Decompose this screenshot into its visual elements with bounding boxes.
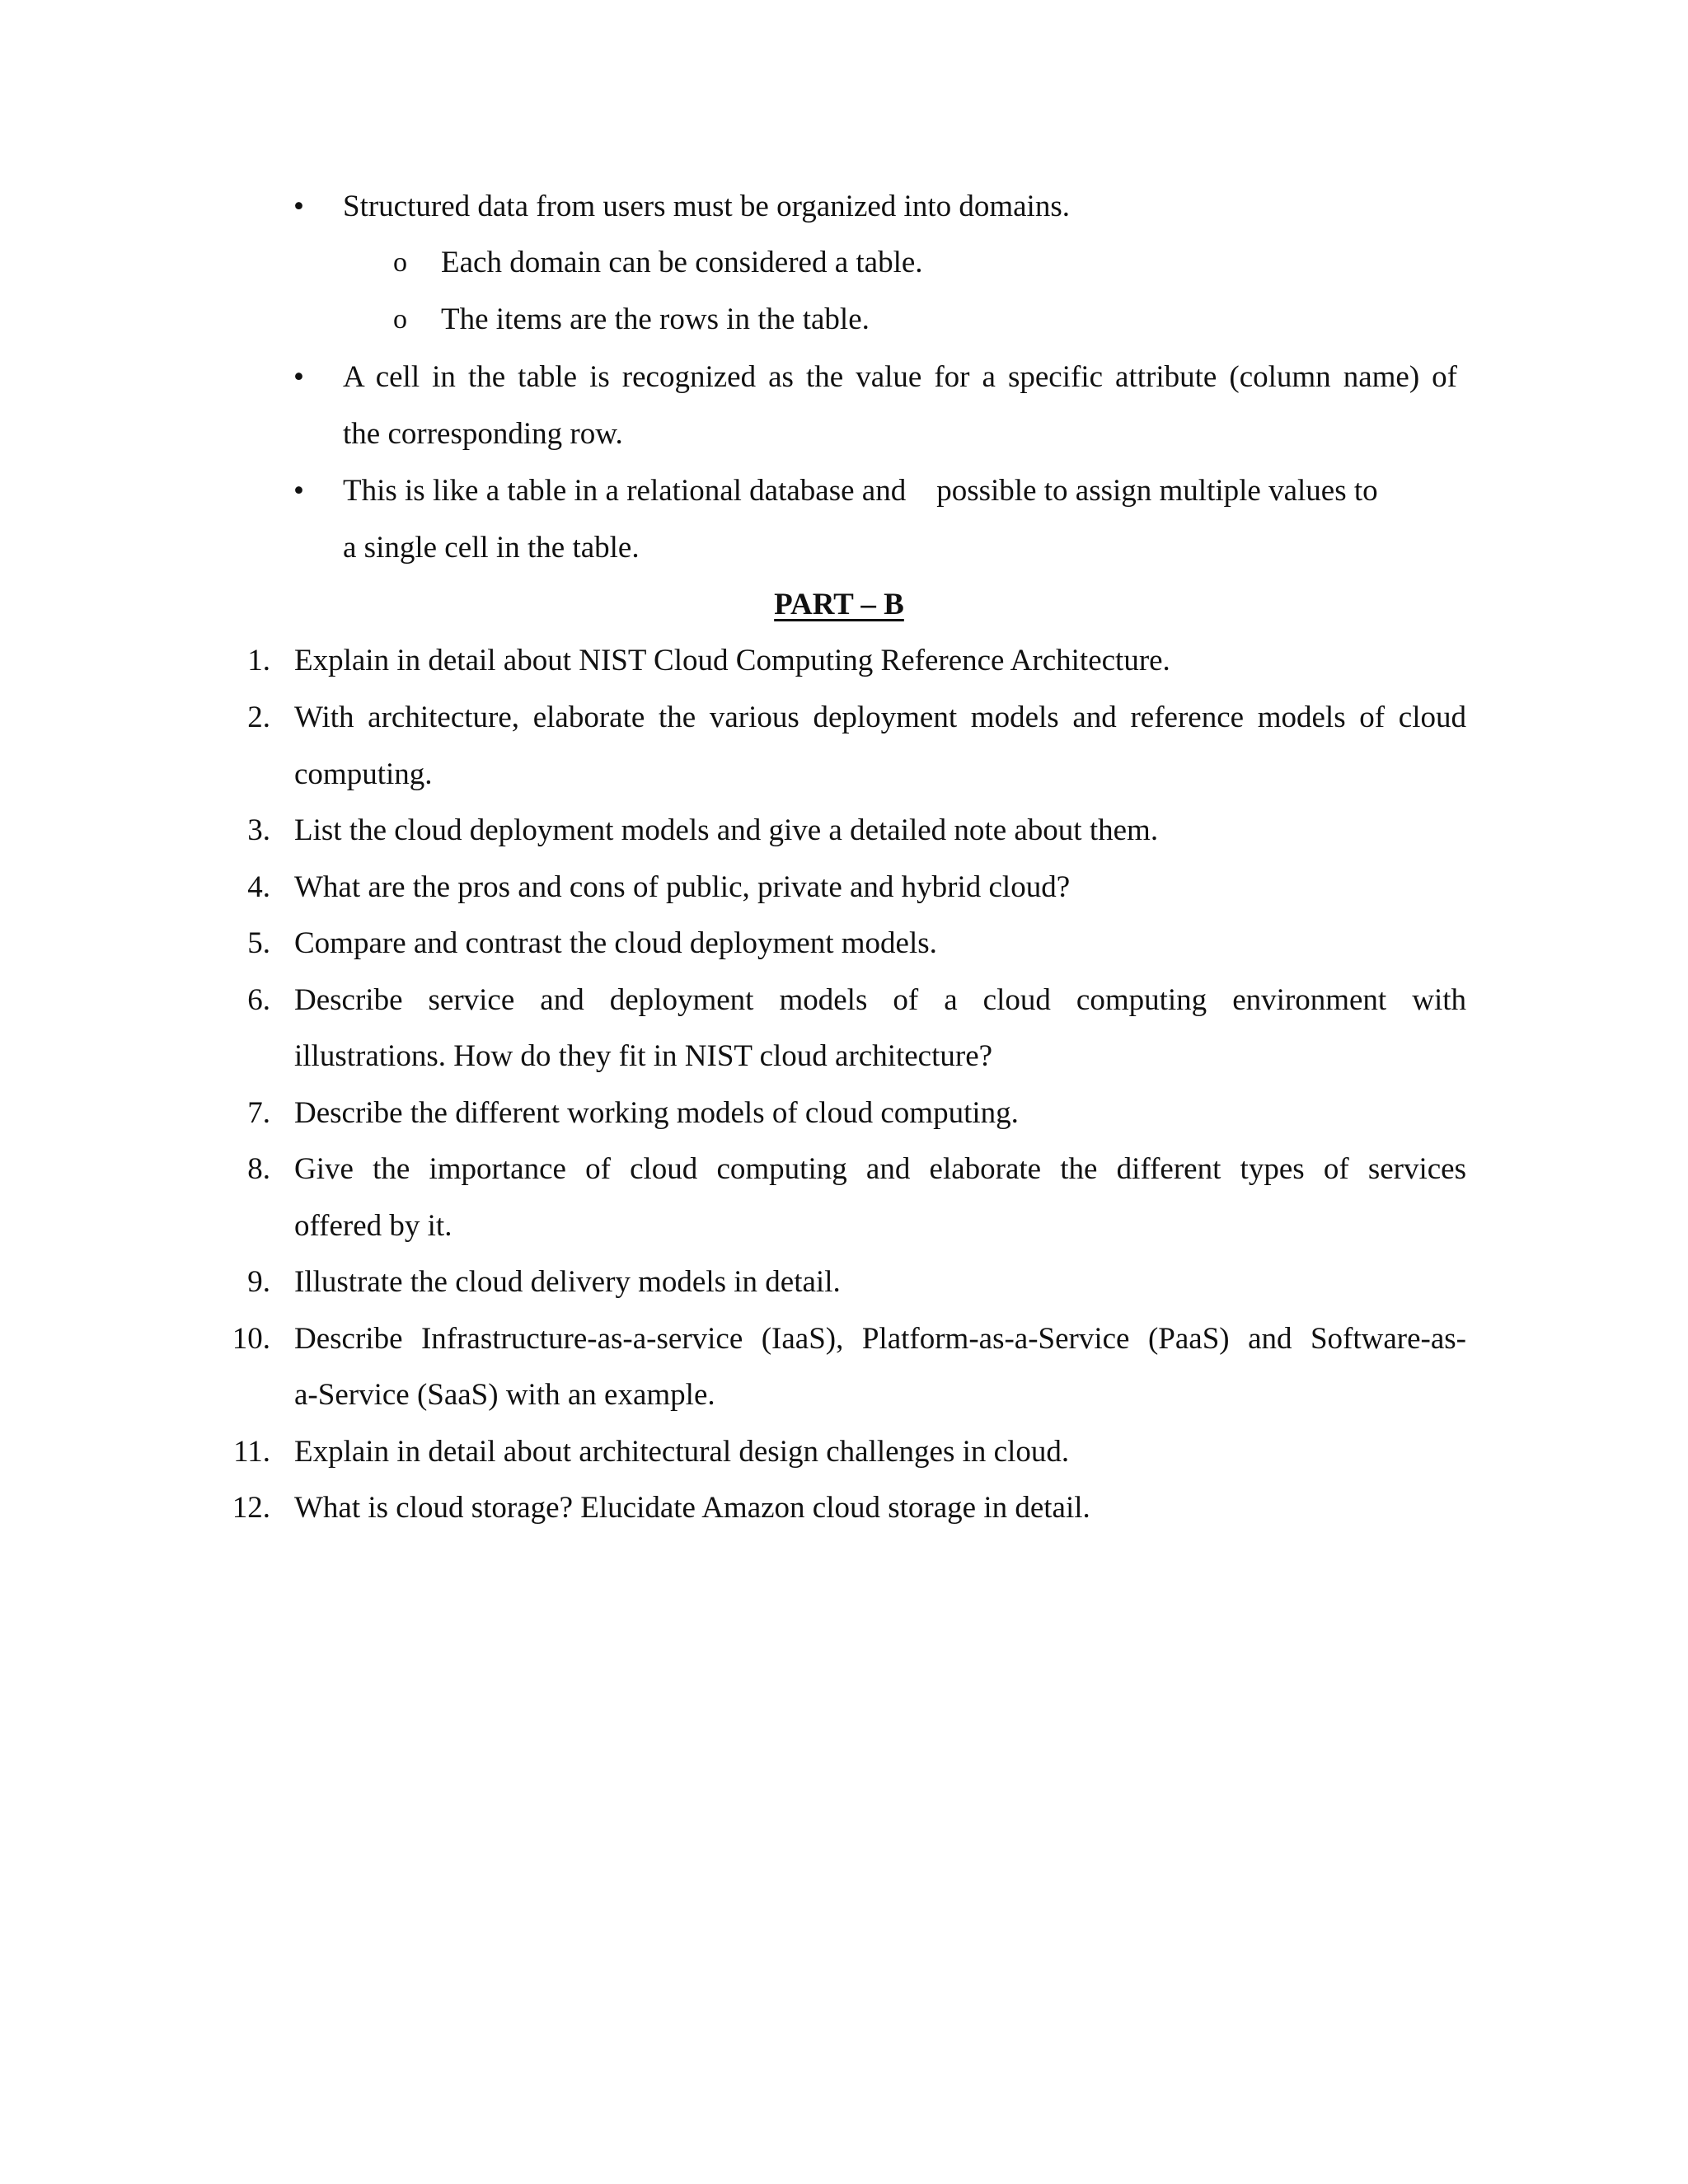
question-text: Give the importance of cloud computing and elaborate the different types of services: [294, 1152, 1466, 1186]
sub-bullet-text: Each domain can be considered a table.: [441, 246, 923, 279]
question-number: 7.: [247, 1096, 270, 1130]
question-text: Describe service and deployment models of a cloud computing environment with: [294, 983, 1466, 1017]
question-text-continued: offered by it.: [294, 1209, 452, 1243]
question-text: What are the pros and cons of public, private and hybrid cloud?: [294, 870, 1071, 904]
question-number: 6.: [247, 983, 270, 1017]
question-text: With architecture, elaborate the various deployment models and reference models of cloud: [294, 701, 1466, 734]
section-heading: PART – B: [774, 588, 904, 621]
question-number: 11.: [233, 1435, 270, 1469]
question-number: 8.: [247, 1152, 270, 1186]
question-text: Describe Infrastructure-as-a-service (IaaS), Platform-as-a-Service (PaaS) and Software-as-: [294, 1322, 1466, 1356]
bullet-marker: •: [293, 474, 304, 508]
question-text: Explain in detail about architectural design challenges in cloud.: [294, 1435, 1070, 1469]
bullet-text: This is like a table in a relational database and possible to assign multiple values to: [343, 474, 1378, 508]
question-number: 5.: [247, 926, 270, 960]
bullet-text: A cell in the table is recognized as the value for a specific attribute (column name) of: [343, 360, 1457, 394]
question-text: Describe the different working models of cloud computing.: [294, 1096, 1019, 1130]
question-text-continued: illustrations. How do they fit in NIST cloud architecture?: [294, 1039, 993, 1073]
question-number: 2.: [247, 701, 270, 734]
question-number: 12.: [232, 1491, 270, 1525]
question-number: 10.: [232, 1322, 270, 1356]
question-number: 3.: [247, 813, 270, 847]
question-text-continued: computing.: [294, 757, 433, 791]
question-text: List the cloud deployment models and give a detailed note about them.: [294, 813, 1159, 847]
sub-bullet-marker: o: [393, 247, 407, 278]
bullet-text: Structured data from users must be organized into domains.: [343, 190, 1070, 223]
bullet-text-continued: the corresponding row.: [343, 417, 623, 451]
sub-bullet-text: The items are the rows in the table.: [441, 302, 870, 336]
question-text: What is cloud storage? Elucidate Amazon cloud storage in detail.: [294, 1491, 1090, 1525]
bullet-marker: •: [293, 360, 304, 394]
bullet-text-continued: a single cell in the table.: [343, 531, 640, 565]
question-text: Compare and contrast the cloud deployment models.: [294, 926, 937, 960]
sub-bullet-marker: o: [393, 304, 407, 335]
bullet-marker: •: [293, 190, 304, 223]
question-text-continued: a-Service (SaaS) with an example.: [294, 1378, 715, 1412]
question-number: 9.: [247, 1265, 270, 1299]
question-number: 4.: [247, 870, 270, 904]
question-text: Explain in detail about NIST Cloud Computing Reference Architecture.: [294, 644, 1170, 677]
question-number: 1.: [247, 644, 270, 677]
question-text: Illustrate the cloud delivery models in detail.: [294, 1265, 841, 1299]
